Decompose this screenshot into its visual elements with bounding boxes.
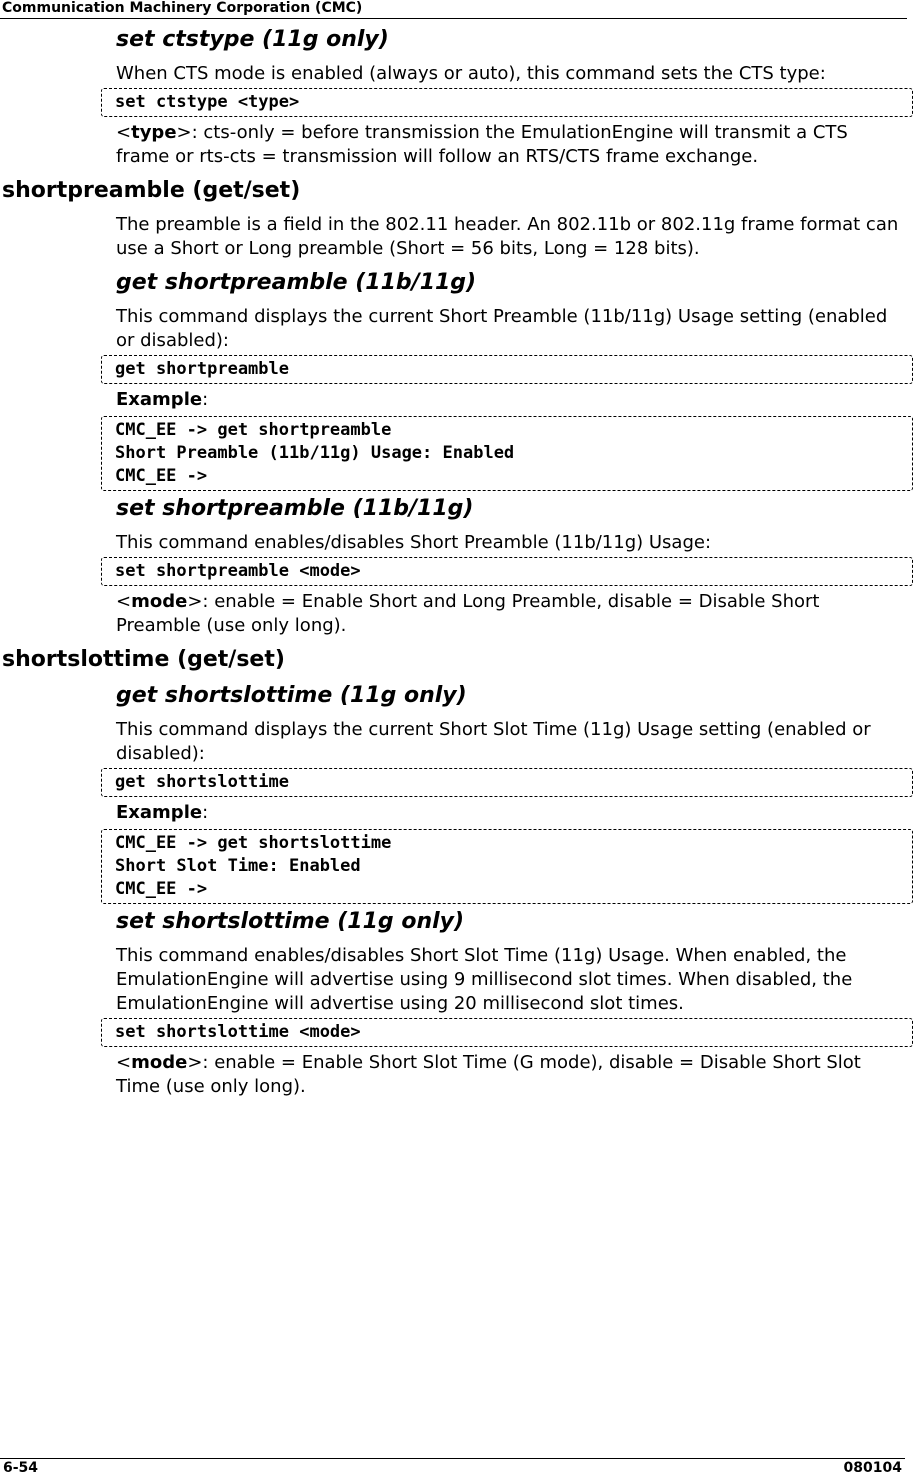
shortpreamble-param-text: : enable = Enable Short and Long Preamble, disable = Disable Short Preamble (use only long).: [116, 591, 820, 636]
heading-get-shortpreamble: get shortpreamble (11b/11g): [116, 270, 477, 295]
ctstype-intro: When CTS mode is enabled (always or auto), this command sets the CTS type:: [116, 63, 826, 84]
header-title: Communication Machinery Corporation (CMC): [2, 0, 363, 16]
example-line: CMC_EE ->: [115, 879, 208, 899]
code-example-shortslottime: [101, 829, 913, 904]
heading-set-ctstype: set ctstype (11g only): [116, 27, 389, 52]
param-mode: mode: [131, 591, 188, 612]
code-set-ctstype: set ctstype <type>: [101, 88, 913, 117]
code-get-shortpreamble: get shortpreamble: [101, 355, 913, 384]
page-number: 6-54: [3, 1460, 39, 1476]
heading-set-shortslottime: set shortslottime (11g only): [116, 909, 465, 934]
ctstype-param-desc: <type>: cts-only = before transmission the EmulationEngine will transmit a CTS frame or rts-cts = transmission will follow an RTS/CTS frame exchange.: [116, 122, 848, 167]
page-content: [0, 26, 915, 1107]
code-set-shortpreamble: set shortpreamble <mode>: [101, 557, 913, 586]
ctstype-param-text: : cts-only = before transmission the EmulationEngine will transmit a CTS frame or rts-cts = transmission will follow an RTS/CTS frame exchange.: [116, 122, 848, 167]
get-shortslottime-desc: This command displays the current Short Slot Time (11g) Usage setting (enabled or disabled):: [116, 719, 871, 764]
example-line: CMC_EE ->: [115, 466, 208, 486]
example-label: Example:: [116, 802, 209, 823]
heading-shortslottime: shortslottime (get/set): [2, 647, 285, 672]
page-footer: [0, 1458, 905, 1476]
example-line: Short Slot Time: Enabled: [115, 856, 361, 876]
example-line: CMC_EE -> get shortslottime: [115, 833, 392, 853]
example-line: Short Preamble (11b/11g) Usage: Enabled: [115, 443, 515, 463]
example-line: CMC_EE -> get shortpreamble: [115, 420, 392, 440]
shortslottime-param-desc: <mode>: enable = Enable Short Slot Time (G mode), disable = Disable Short Slot Time (use only long).: [116, 1052, 861, 1097]
example-label: Example:: [116, 389, 209, 410]
param-mode: mode: [131, 1052, 188, 1073]
doc-number: 080104: [843, 1460, 902, 1476]
code-get-shortslottime: get shortslottime: [101, 768, 913, 797]
set-shortpreamble-desc: This command enables/disables Short Preamble (11b/11g) Usage:: [116, 532, 712, 553]
param-type: type: [131, 122, 177, 143]
page-header: [0, 0, 907, 19]
shortslottime-param-text: : enable = Enable Short Slot Time (G mode), disable = Disable Short Slot Time (use only long).: [116, 1052, 861, 1097]
heading-get-shortslottime: get shortslottime (11g only): [116, 683, 467, 708]
shortpreamble-intro: The preamble is a field in the 802.11 header. An 802.11b or 802.11g frame format can use a Short or Long preamble (Short = 56 bits, Long = 128 bits).: [116, 214, 899, 259]
heading-shortpreamble: shortpreamble (get/set): [2, 178, 301, 203]
shortpreamble-param-desc: <mode>: enable = Enable Short and Long Preamble, disable = Disable Short Preamble (use only long).: [116, 591, 820, 636]
code-set-shortslottime: set shortslottime <mode>: [101, 1018, 913, 1047]
code-example-shortpreamble: [101, 416, 913, 491]
set-shortslottime-desc: This command enables/disables Short Slot Time (11g) Usage. When enabled, the EmulationEngine will advertise using 9 millisecond slot times. When disabled, the EmulationEngine will advertise using 20 millisecond slot times.: [116, 945, 853, 1014]
get-shortpreamble-desc: This command displays the current Short Preamble (11b/11g) Usage setting (enabled or disabled):: [116, 306, 888, 351]
heading-set-shortpreamble: set shortpreamble (11b/11g): [116, 496, 474, 521]
